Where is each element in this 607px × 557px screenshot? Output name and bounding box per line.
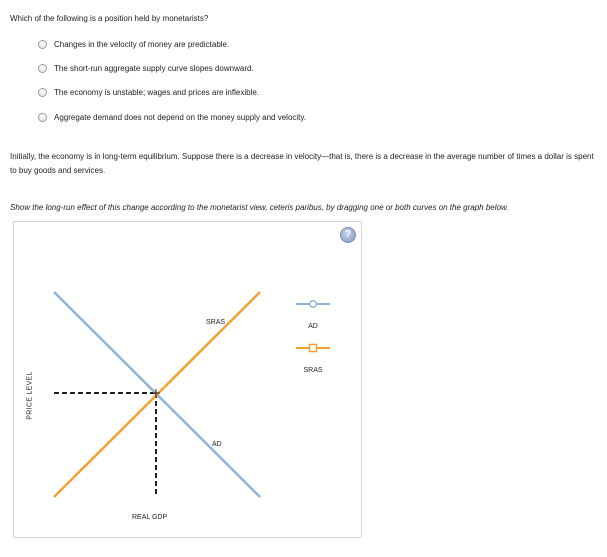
radio-button[interactable] [38, 40, 47, 49]
scenario-paragraph: Initially, the economy is in long-term equilibrium. Suppose there is a decrease in velocity—that is, there is a decrease in the average number of times a dollar is spent to buy goods and services. [10, 152, 594, 175]
option-label: Aggregate demand does not depend on the money supply and velocity. [54, 112, 307, 122]
instruction-text: Show the long-run effect of this change according to the monetarist view, ceteris paribus, by dragging one or both curves on the graph below. [10, 203, 509, 212]
option-label: Changes in the velocity of money are predictable. [54, 39, 230, 49]
question-text: Which of the following is a position held by monetarists? [10, 14, 209, 23]
radio-button[interactable] [38, 113, 47, 122]
help-icon[interactable]: ? [340, 227, 356, 243]
ad-tool-icon[interactable] [296, 299, 330, 309]
graph-canvas[interactable] [14, 222, 361, 537]
sras-tool-label: SRAS [303, 367, 323, 374]
radio-button[interactable] [38, 88, 47, 97]
option-3[interactable] [38, 87, 306, 99]
ad-tool-label: AD [308, 323, 318, 330]
option-label: The short-run aggregate supply curve slopes downward. [54, 63, 254, 73]
radio-button[interactable] [38, 64, 47, 73]
option-2[interactable] [38, 62, 306, 74]
sras-curve-label: SRAS [206, 319, 226, 326]
y-axis-label: PRICE LEVEL [26, 371, 34, 420]
option-label: The economy is unstable; wages and prices are inflexible. [54, 88, 259, 98]
option-4[interactable] [38, 111, 306, 123]
sras-tool-icon[interactable] [296, 343, 330, 353]
graph-panel [13, 221, 362, 538]
x-axis-label: REAL GDP [132, 514, 168, 521]
option-1[interactable] [38, 38, 306, 50]
answer-options [38, 38, 306, 136]
ad-curve-label: AD [212, 441, 222, 448]
